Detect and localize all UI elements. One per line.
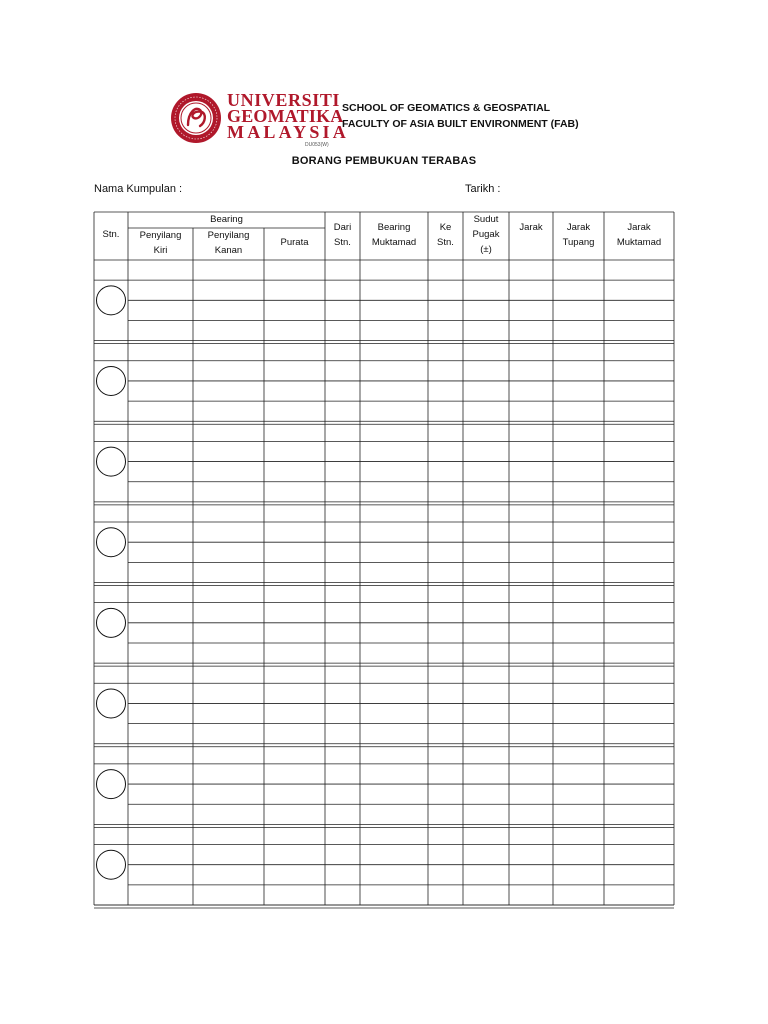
logo-line-2: GEOMATIKA [227,106,344,126]
col-header-jarak-tupang [553,220,604,250]
col-header-line: Penyilang [139,230,182,241]
station-circle [97,447,126,476]
col-header-line: Sudut [473,214,499,225]
col-header-stn: Stn. [102,229,120,240]
col-header-line: Penyilang [207,230,250,241]
station-circle [97,366,126,395]
col-header-line: Jarak [627,222,651,233]
col-header-purata: Purata [280,237,309,248]
col-header-line: Pugak [472,229,500,240]
station-circle [97,608,126,637]
col-header-line: Tupang [562,237,595,248]
col-header-jarak-muktamad [604,220,674,250]
col-header-sudut-pugak [463,212,509,257]
col-header-jarak: Jarak [519,222,543,233]
col-header-bearing-group: Bearing [210,214,243,225]
logo-line-3: MALAYSIA [227,122,349,142]
station-circle [97,286,126,315]
col-header-bearing-muktamad [360,220,428,250]
col-header-penyilang-kanan [193,228,264,258]
col-header-penyilang-kiri [128,228,193,258]
school-name: SCHOOL OF GEOMATICS & GEOSPATIAL [342,102,551,114]
col-header-line: Muktamad [371,237,417,248]
col-header-ke-stn [428,220,463,250]
tarikh-label: Tarikh : [465,183,501,195]
logo-subtext: DU053(W) [305,142,329,148]
station-circle [97,850,126,879]
form-title: BORANG PEMBUKUAN TERABAS [291,155,477,167]
col-header-line: Kiri [153,245,168,256]
col-header-line: Dari [333,222,352,233]
col-header-line: Stn. [334,237,351,248]
col-header-line: Stn. [437,237,454,248]
nama-kumpulan-label: Nama Kumpulan : [94,183,183,195]
col-header-dari-stn [325,220,360,250]
col-header-line: Kanan [214,245,243,256]
col-header-line: (±) [480,244,492,255]
faculty-name: FACULTY OF ASIA BUILT ENVIRONMENT (FAB) [342,118,579,130]
station-circle [97,770,126,799]
col-header-line: Ke [439,222,452,233]
col-header-line: Muktamad [616,237,662,248]
col-header-line: Bearing [377,222,411,233]
station-circle [97,689,126,718]
logo-line-1: UNIVERSITI [227,90,341,110]
col-header-line: Jarak [566,222,591,233]
station-circle [97,528,126,557]
